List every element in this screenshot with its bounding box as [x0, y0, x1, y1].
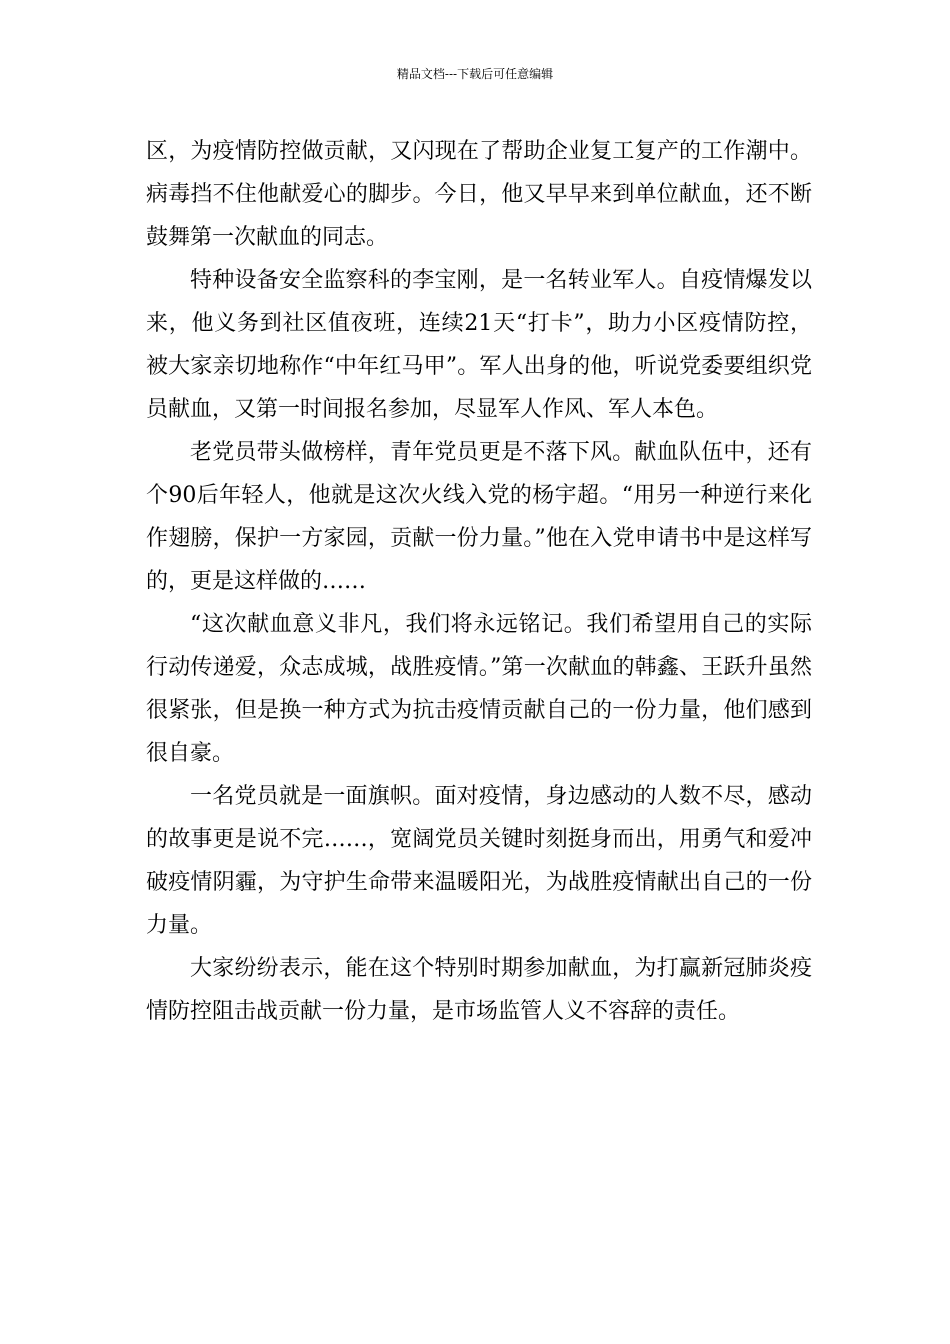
paragraph: 大家纷纷表示，能在这个特别时期参加献血，为打赢新冠肺炎疫情防控阻击战贡献一份力量，是市场监管人义不容辞的责任。 [146, 956, 812, 1024]
page-header: 精品文档---下载后可任意编辑 [396, 67, 554, 81]
paragraph: “这次献血意义非凡，我们将永远铭记。我们希望用自己的实际行动传递爱，众志成城，战胜疫情。”第一次献血的韩鑫、王跃升虽然很紧张，但是换一种方式为抗击疫情贡献自己的一份力量，他们感到很自豪。 [146, 612, 812, 766]
paragraph-continued: 区，为疫情防控做贡献，又闪现在了帮助企业复工复产的工作潮中。病毒挡不住他献爱心的脚步。今日，他又早早来到单位献血，还不断鼓舞第一次献血的同志。 [146, 139, 812, 250]
paragraph: 一名党员就是一面旗帜。面对疫情，身边感动的人数不尽，感动的故事更是说不完……，宽阔党员关键时刻挺身而出，用勇气和爱冲破疫情阴霾，为守护生命带来温暖阳光，为战胜疫情献出自己的一份力量。 [146, 784, 812, 938]
paragraph: 特种设备安全监察科的李宝刚，是一名转业军人。自疫情爆发以来，他义务到社区值夜班，连续21天“打卡”，助力小区疫情防控，被大家亲切地称作“中年红马甲”。军人出身的他，听说党委要组织党员献血，又第一时间报名参加，尽显军人作风、军人本色。 [146, 268, 812, 422]
document-body [146, 130, 812, 1033]
paragraph: 老党员带头做榜样，青年党员更是不落下风。献血队伍中，还有个90后年轻人，他就是这次火线入党的杨宇超。“用另一种逆行来化作翅膀，保护一方家园，贡献一份力量。”他在入党申请书中是这样写的，更是这样做的…… [146, 440, 812, 594]
